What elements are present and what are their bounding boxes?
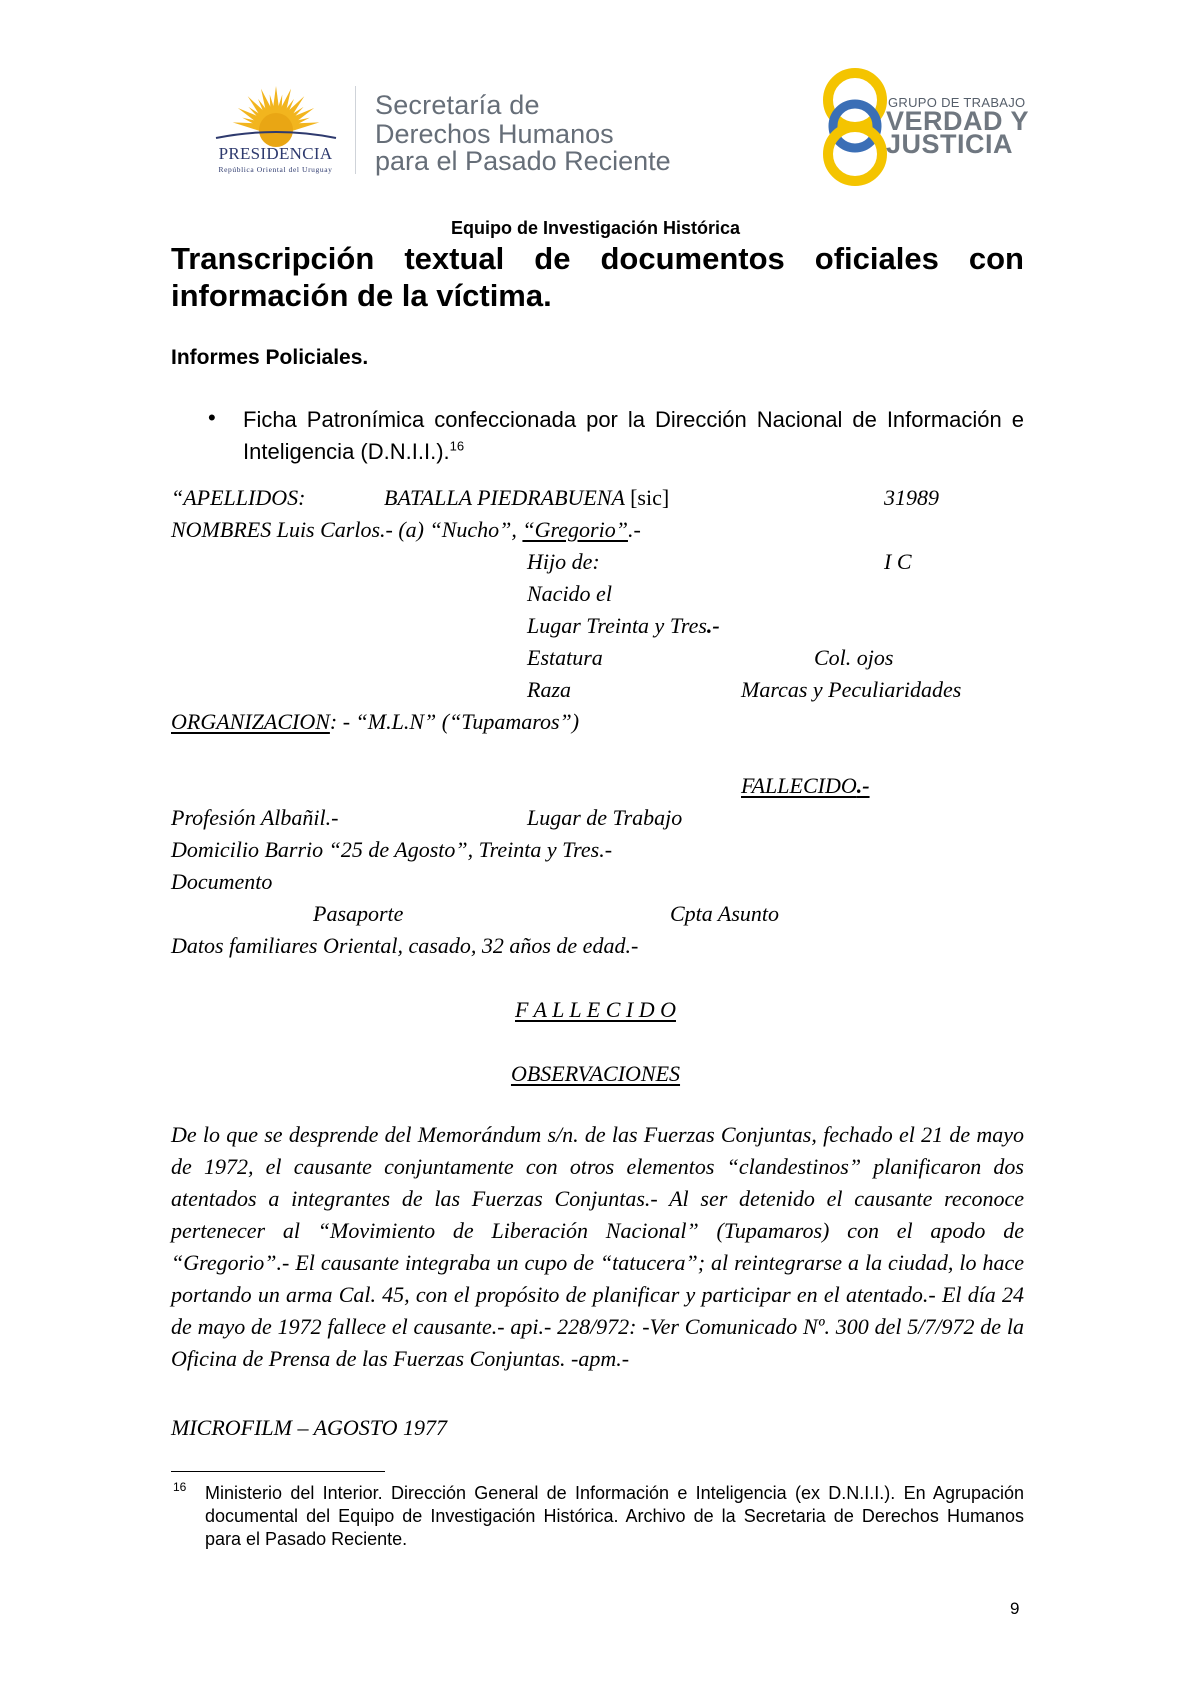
nombres-suffix: .- (627, 517, 641, 542)
estatura-field: Estatura (527, 645, 603, 670)
fallecido-mark-suffix: .- (856, 773, 870, 798)
secretaria-line-1: Secretaría de (375, 90, 540, 120)
footnote-reference: 16 (449, 438, 465, 454)
gtvj-title-line-1: VERDAD Y (886, 106, 1030, 136)
organizacion-label: ORGANIZACION (171, 709, 330, 734)
raza-field: Raza (527, 677, 571, 702)
footnote-divider (171, 1471, 385, 1472)
gtvj-title-line-2: JUSTICIA (886, 129, 1014, 159)
apellidos-label: “APELLIDOS: (171, 485, 306, 510)
nombres-text: NOMBRES Luis Carlos.- (a) “Nucho”, (171, 517, 523, 542)
bullet-item-text: Ficha Patronímica confeccionada por la Dirección Nacional de Información e Inteligencia (D.N.I.I.). (243, 407, 1024, 464)
sic-note: [sic] (630, 485, 670, 510)
hijo-de-field: Hijo de: (527, 549, 600, 574)
presidencia-subtitle: República Oriental del Uruguay (218, 165, 333, 174)
fallecido-mark-text: FALLECIDO (741, 773, 857, 798)
datos-familiares-field: Datos familiares Oriental, casado, 32 años de edad.- (171, 933, 639, 958)
footnote-text: Ministerio del Interior. Dirección General de Información e Inteligencia (ex D.N.I.I.). En Agrupación documental del Equipo de Investigación Histórica. Archivo de la Secretaria de Derechos Humanos para el Pasado Reciente. (205, 1483, 1024, 1549)
observaciones-paragraph: De lo que se desprende del Memorándum s/n. de las Fuerzas Conjuntas, fechado el 21 de mayo de 1972, el causante conjuntamente con otros elementos “clandestinos” planificaron dos atentados a integrantes de las Fuerzas Conjuntas.- Al ser detenido el causante reconoce pertenecer al “Movimiento de Liberación Nacional” (Tupamaros) con el apodo de “Gregorio”.- El causante integraba un cupo de “tatucera”; al reintegrarse a la ciudad, lo hace portando un arma Cal. 45, con el propósito de planificar y participar en el atentado.- El día 24 de mayo de 1972 fallece el causante.- api.- 228/972: -Ver Comunicado Nº. 300 del 5/7/972 de la Oficina de Prensa de las Fuerzas Conjuntas. -apm.- (171, 1122, 1024, 1371)
fallecido-heading: F A L L E C I D O (515, 997, 676, 1022)
ficha-number: 31989 (884, 485, 939, 510)
presidencia-wordmark: PRESIDENCIA (218, 144, 333, 163)
header-divider (355, 86, 356, 174)
apellidos-value (384, 485, 669, 511)
apellidos-name: BATALLA PIEDRABUENA (384, 485, 625, 510)
organizacion-value: : - “M.L.N” (“Tupamaros”) (329, 709, 580, 734)
bullet-marker: • (208, 405, 216, 430)
organizacion-line (171, 709, 579, 735)
section-heading: Informes Policiales. (171, 346, 369, 369)
alias-gregorio: “Gregorio” (522, 517, 628, 542)
document-title: Transcripción textual de documentos oficiales con información de la víctima. (171, 241, 1024, 313)
lugar-field (527, 613, 720, 639)
documento-field: Documento (171, 869, 273, 894)
page-number: 9 (1010, 1599, 1020, 1618)
lugar-suffix: .- (706, 613, 720, 638)
profesion-field: Profesión Albañil.- (171, 805, 339, 830)
lugar-text: Lugar Treinta y Tres (527, 613, 707, 638)
nacido-field: Nacido el (527, 581, 612, 606)
observaciones-heading: OBSERVACIONES (510, 1061, 681, 1086)
marcas-field: Marcas y Peculiaridades (741, 677, 962, 702)
gtvj-caption: GRUPO DE TRABAJO (888, 95, 1026, 110)
footnote-number: 16 (173, 1480, 187, 1494)
secretaria-line-3: para el Pasado Reciente (375, 146, 671, 176)
domicilio-field: Domicilio Barrio “25 de Agosto”, Treinta y Tres.- (171, 837, 613, 862)
col-ojos-field: Col. ojos (814, 645, 894, 670)
fallecido-mark (741, 773, 870, 799)
ic-field: I C (884, 549, 912, 574)
lugar-trabajo-field: Lugar de Trabajo (527, 805, 683, 830)
nombres-line (171, 517, 641, 543)
secretaria-line-2: Derechos Humanos (375, 119, 614, 149)
bullet-item (243, 404, 1024, 468)
team-heading: Equipo de Investigación Histórica (450, 218, 741, 238)
microfilm-line: MICROFILM – AGOSTO 1977 (171, 1415, 448, 1440)
cpta-asunto-field: Cpta Asunto (670, 901, 780, 926)
pasaporte-field: Pasaporte (313, 901, 404, 926)
